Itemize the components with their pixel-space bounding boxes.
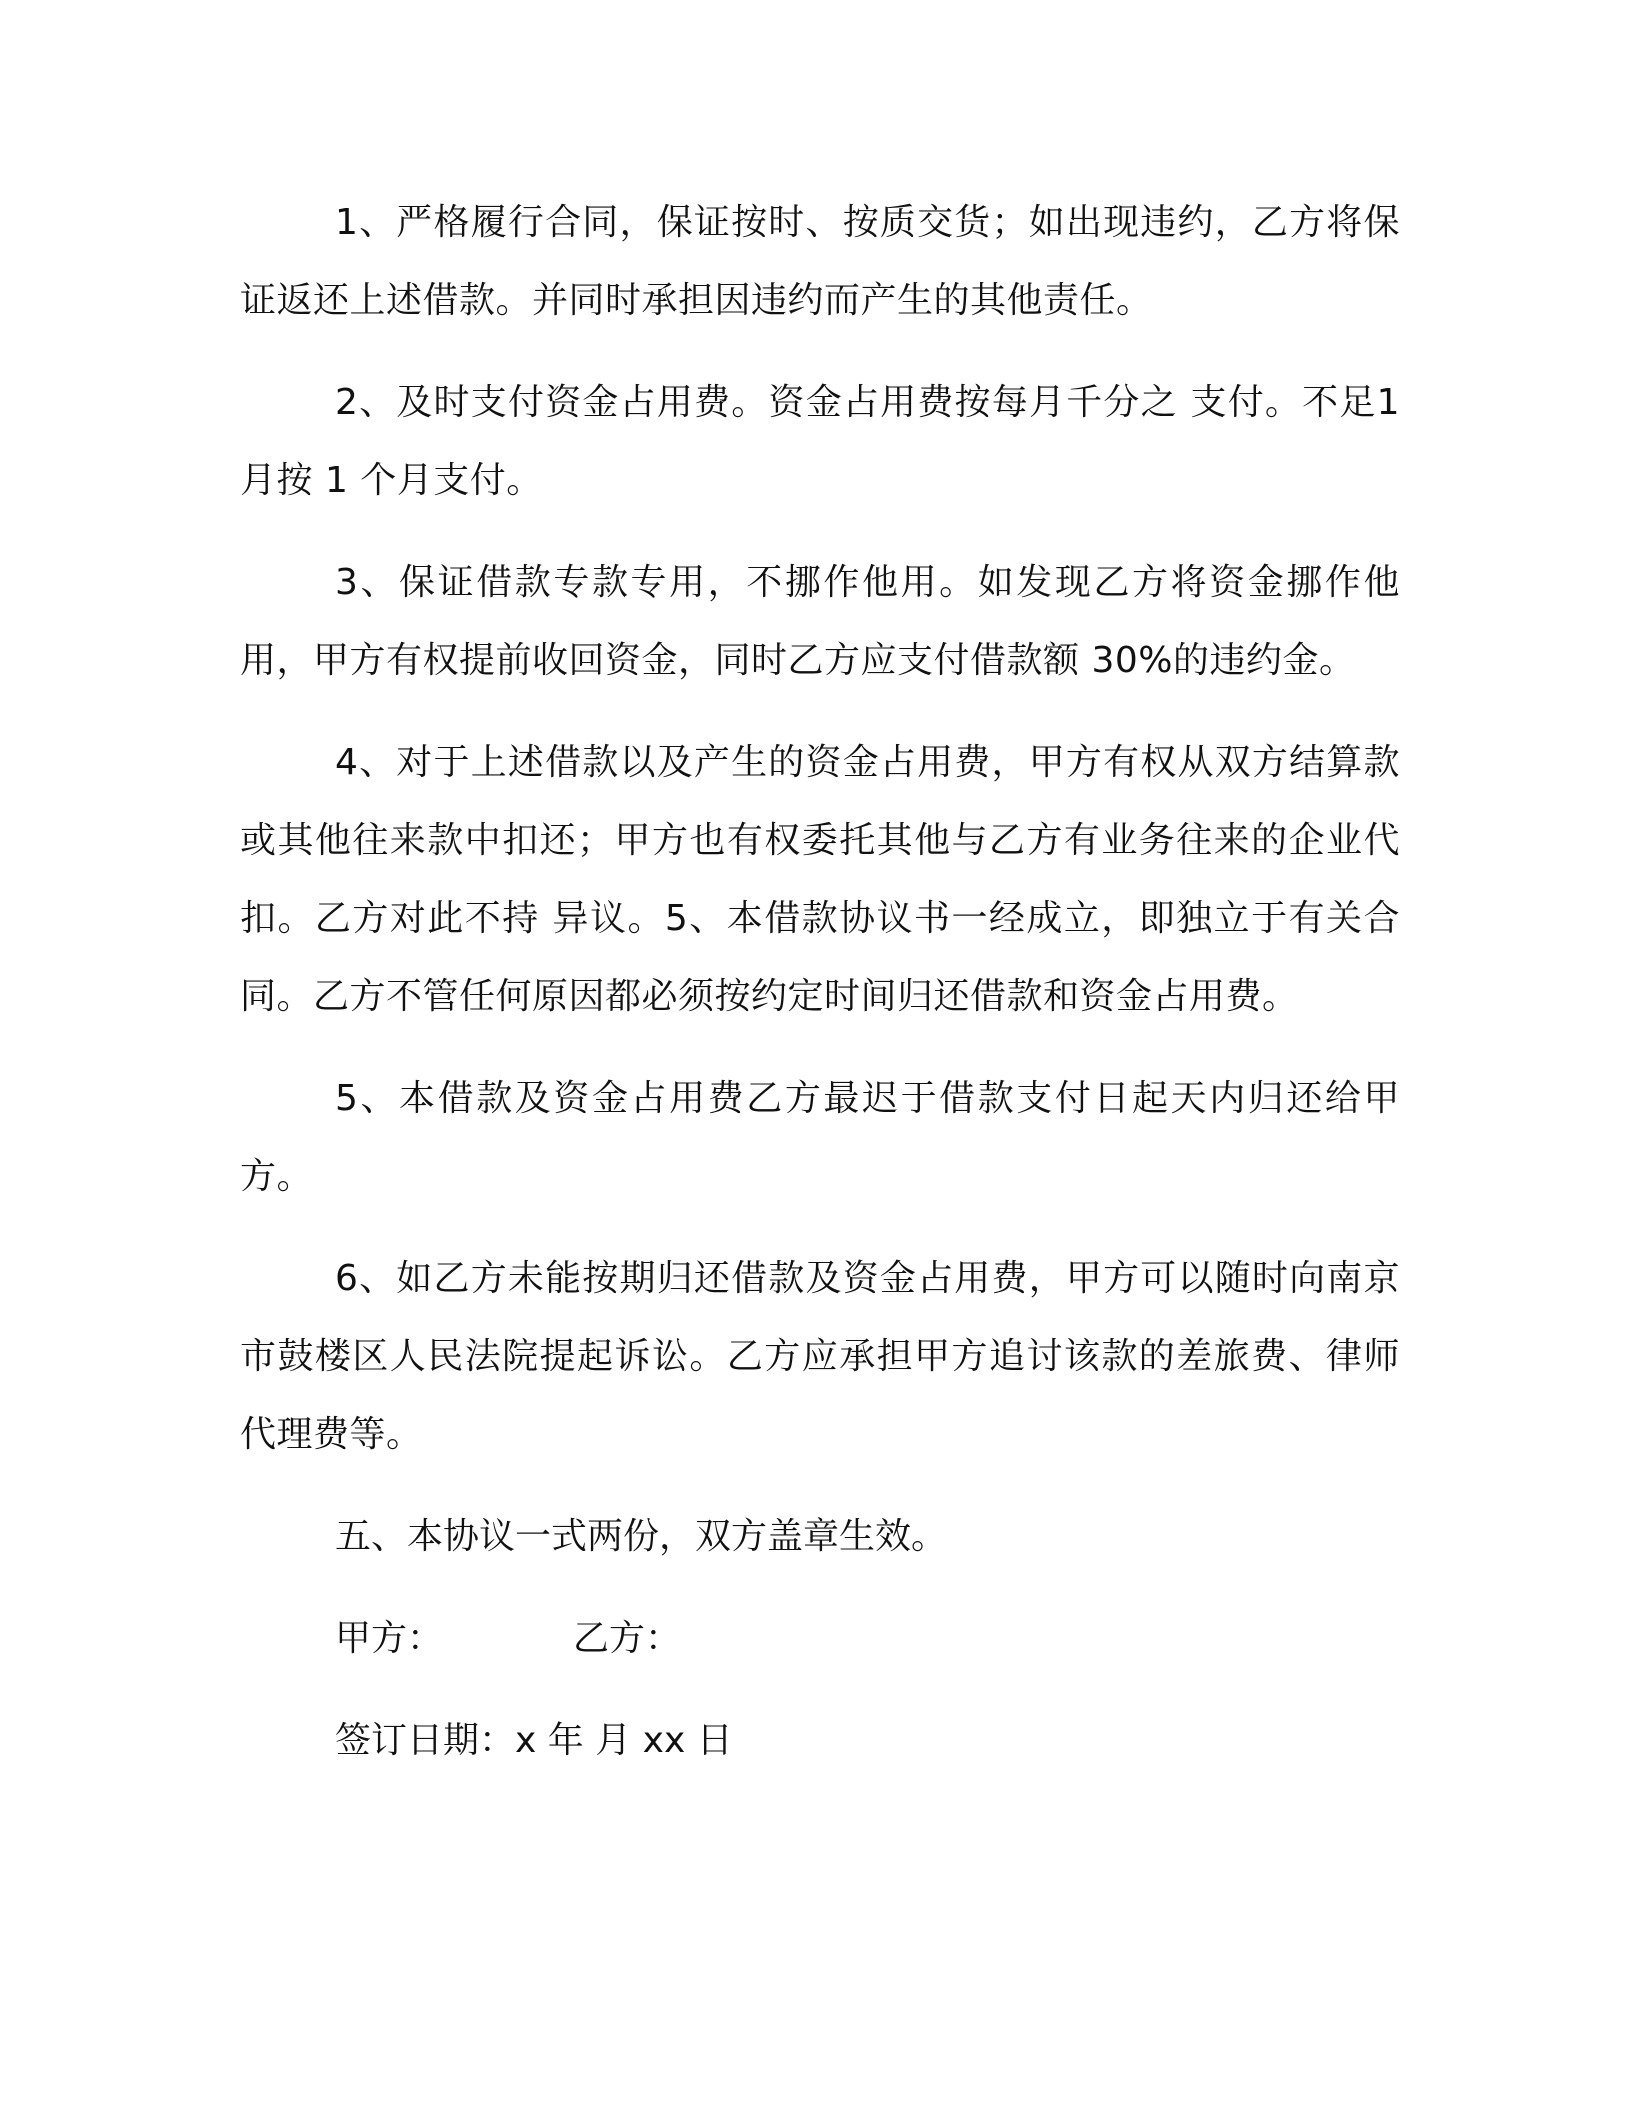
final-clause: 五、本协议一式两份，双方盖章生效。 xyxy=(335,1516,948,1557)
signature-row xyxy=(240,1600,1400,1678)
clause-6: 6、如乙方未能按期归还借款及资金占用费，甲方可以随时向南京市鼓楼区人民法院提起诉讼。乙方应承担甲方追讨该款的差旅费、律师代理费等。 xyxy=(240,1258,1400,1455)
clause-1: 1、严格履行合同，保证按时、按质交货；如出现违约，乙方将保证返还上述借款。并同时承担因违约而产生的其他责任。 xyxy=(240,202,1400,321)
clause-5: 5、本借款及资金占用费乙方最迟于借款支付日起天内归还给甲方。 xyxy=(240,1078,1400,1197)
clause-4: 4、对于上述借款以及产生的资金占用费，甲方有权从双方结算款或其他往来款中扣还；甲方也有权委托其他与乙方有业务往来的企业代扣。乙方对此不持 异议。5、本借款协议书一经成立，即独立于有关合同。乙方不管任何原因都必须按约定时间归还借款和资金占用费。 xyxy=(240,742,1400,1017)
signing-date: 签订日期：x 年 月 xx 日 xyxy=(335,1720,733,1761)
clause-3: 3、保证借款专款专用，不挪作他用。如发现乙方将资金挪作他用，甲方有权提前收回资金，同时乙方应支付借款额 30%的违约金。 xyxy=(240,562,1400,681)
party-b-label: 乙方： xyxy=(573,1618,682,1659)
document-body xyxy=(240,184,1400,1804)
party-a-label: 甲方： xyxy=(335,1618,444,1659)
clause-2: 2、及时支付资金占用费。资金占用费按每月千分之 支付。不足1月按 1 个月支付。 xyxy=(240,382,1400,501)
